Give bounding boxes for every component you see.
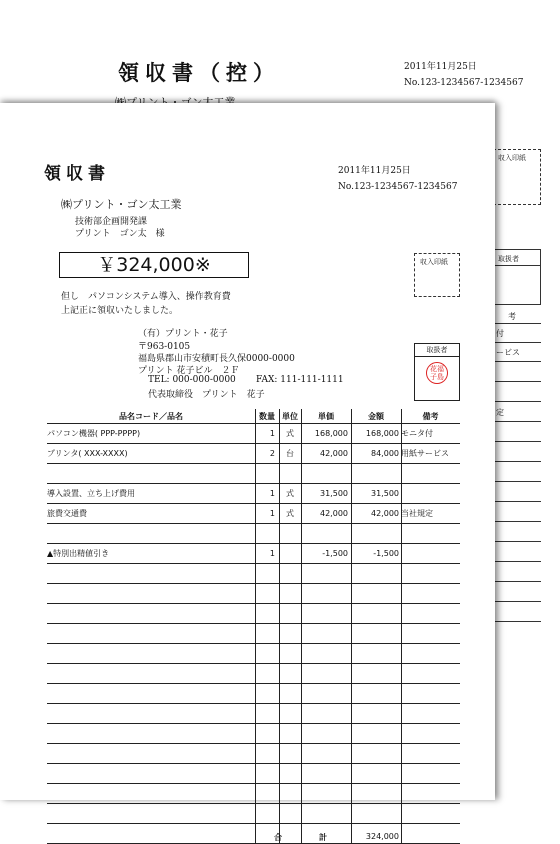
handler-box bbox=[414, 343, 460, 401]
row-line bbox=[47, 563, 460, 564]
recipient-department: 技術部企画開発課 bbox=[75, 217, 148, 227]
item-remarks: 当社規定 bbox=[401, 509, 433, 518]
item-amount: -1,500 bbox=[373, 549, 399, 558]
back-col-remarks: 考 bbox=[508, 312, 516, 321]
row-line bbox=[47, 583, 460, 584]
receipt-number: No.123-1234567-1234567 bbox=[338, 182, 458, 192]
back-handler-label: 取扱者 bbox=[494, 250, 540, 266]
row-line bbox=[47, 443, 460, 444]
item-remarks: 用紙サービス bbox=[401, 449, 449, 458]
back-row-line bbox=[493, 601, 541, 602]
row-line bbox=[47, 763, 460, 764]
row-line bbox=[47, 743, 460, 744]
item-unit: 式 bbox=[286, 489, 294, 498]
item-qty: 1 bbox=[269, 549, 275, 558]
item-unit: 台 bbox=[286, 449, 294, 458]
receipt-page bbox=[0, 103, 495, 842]
back-row-line bbox=[493, 342, 541, 343]
back-row-line bbox=[493, 501, 541, 502]
issuer-postal: 〒963-0105 bbox=[138, 342, 191, 352]
issuer-fax: FAX: 111-111-1111 bbox=[256, 375, 344, 385]
back-row-line bbox=[493, 461, 541, 462]
back-row-line bbox=[493, 421, 541, 422]
total-amount: 324,000 bbox=[365, 832, 399, 841]
row-line bbox=[47, 663, 460, 664]
item-name: パソコン機器( PPP-PPPP) bbox=[47, 429, 141, 438]
item-qty: 1 bbox=[269, 489, 275, 498]
row-line bbox=[47, 423, 460, 424]
amount-box: ￥324,000※ bbox=[59, 252, 249, 278]
row-line bbox=[47, 603, 460, 604]
back-row-line bbox=[493, 521, 541, 522]
row-line bbox=[47, 503, 460, 504]
back-cell: 定 bbox=[496, 408, 504, 417]
item-price: 31,500 bbox=[320, 489, 348, 498]
col-header-price: 単価 bbox=[318, 411, 334, 421]
back-cell: 付 bbox=[496, 329, 504, 338]
col-line bbox=[255, 409, 256, 843]
issue-date: 2011年11月25日 bbox=[338, 166, 411, 176]
back-row-line bbox=[493, 481, 541, 482]
total-label-2: 計 bbox=[319, 832, 327, 842]
row-line bbox=[47, 803, 460, 804]
item-amount: 168,000 bbox=[365, 429, 399, 438]
col-header-qty: 数量 bbox=[259, 411, 275, 421]
col-header-amount: 金額 bbox=[368, 411, 384, 421]
back-row-line bbox=[493, 361, 541, 362]
back-row-line bbox=[493, 561, 541, 562]
row-line bbox=[47, 723, 460, 724]
item-amount: 31,500 bbox=[371, 489, 399, 498]
row-line bbox=[47, 643, 460, 644]
back-row-line bbox=[493, 581, 541, 582]
row-line bbox=[47, 683, 460, 684]
revenue-stamp-box bbox=[414, 253, 460, 297]
row-line bbox=[47, 623, 460, 624]
back-row-line bbox=[493, 441, 541, 442]
recipient-person: プリント ゴン太 様 bbox=[75, 229, 165, 239]
item-remarks: モニタ付 bbox=[401, 429, 433, 438]
issuer-phone: TEL: 000-000-0000 bbox=[148, 375, 236, 385]
row-line bbox=[47, 523, 460, 524]
receipt-statement: 上記正に領収いたしました。 bbox=[61, 306, 179, 316]
back-date: 2011年11月25日 bbox=[404, 62, 477, 72]
item-price: 42,000 bbox=[320, 509, 348, 518]
col-line bbox=[279, 409, 280, 843]
row-line bbox=[47, 543, 460, 544]
row-line bbox=[47, 703, 460, 704]
back-row-line bbox=[493, 323, 541, 324]
total-label: 合 bbox=[274, 832, 282, 842]
col-line bbox=[301, 409, 302, 843]
back-row-line bbox=[493, 381, 541, 382]
back-title: 領収書（控） bbox=[118, 60, 280, 85]
item-qty: 1 bbox=[269, 429, 275, 438]
item-amount: 42,000 bbox=[371, 509, 399, 518]
item-unit: 式 bbox=[286, 429, 294, 438]
row-line bbox=[47, 783, 460, 784]
col-line bbox=[401, 409, 402, 843]
item-qty: 1 bbox=[269, 509, 275, 518]
row-line bbox=[47, 463, 460, 464]
item-name: ▲特別出精値引き bbox=[47, 549, 110, 558]
issuer-building: プリント 花子ビル ２Ｆ bbox=[138, 366, 240, 376]
col-header-remarks: 備考 bbox=[422, 411, 439, 421]
back-row-line bbox=[493, 621, 541, 622]
col-line bbox=[351, 409, 352, 843]
item-unit: 式 bbox=[286, 509, 294, 518]
issuer-address: 福島県郡山市安積町長久保0000-0000 bbox=[138, 354, 295, 364]
back-revenue-stamp-box bbox=[493, 149, 541, 205]
item-price: 168,000 bbox=[314, 429, 348, 438]
back-row-line bbox=[493, 401, 541, 402]
page-title: 領収書 bbox=[44, 164, 110, 184]
back-number: No.123-1234567-1234567 bbox=[404, 78, 524, 88]
issuer-name: （有）プリント・花子 bbox=[138, 329, 228, 339]
handler-label: 取扱者 bbox=[415, 344, 459, 357]
item-name: 旅費交通費 bbox=[47, 509, 87, 518]
item-name: プリンタ( XXX-XXXX) bbox=[47, 449, 128, 458]
item-price: -1,500 bbox=[322, 549, 348, 558]
item-amount: 84,000 bbox=[371, 449, 399, 458]
item-name: 導入設置、立ち上げ費用 bbox=[47, 489, 135, 498]
col-header-item: 品名コード／品名 bbox=[119, 411, 183, 421]
item-qty: 2 bbox=[269, 449, 275, 458]
back-handler-box bbox=[493, 249, 541, 305]
proviso-text: 但し パソコンシステム導入、操作教育費 bbox=[61, 292, 231, 302]
issuer-representative: 代表取締役 プリント 花子 bbox=[148, 390, 265, 400]
row-line bbox=[47, 483, 460, 484]
col-header-unit: 単位 bbox=[282, 411, 298, 421]
personal-seal: 花福子島 bbox=[426, 362, 448, 384]
back-row-line bbox=[493, 541, 541, 542]
revenue-stamp-label: 収入印紙 bbox=[420, 258, 448, 266]
back-stamp-label: 収入印紙 bbox=[498, 154, 526, 162]
item-price: 42,000 bbox=[320, 449, 348, 458]
row-line bbox=[47, 823, 460, 824]
recipient-company: ㈱プリント・ゴン太工業 bbox=[61, 198, 182, 211]
back-cell: ービス bbox=[496, 348, 520, 357]
